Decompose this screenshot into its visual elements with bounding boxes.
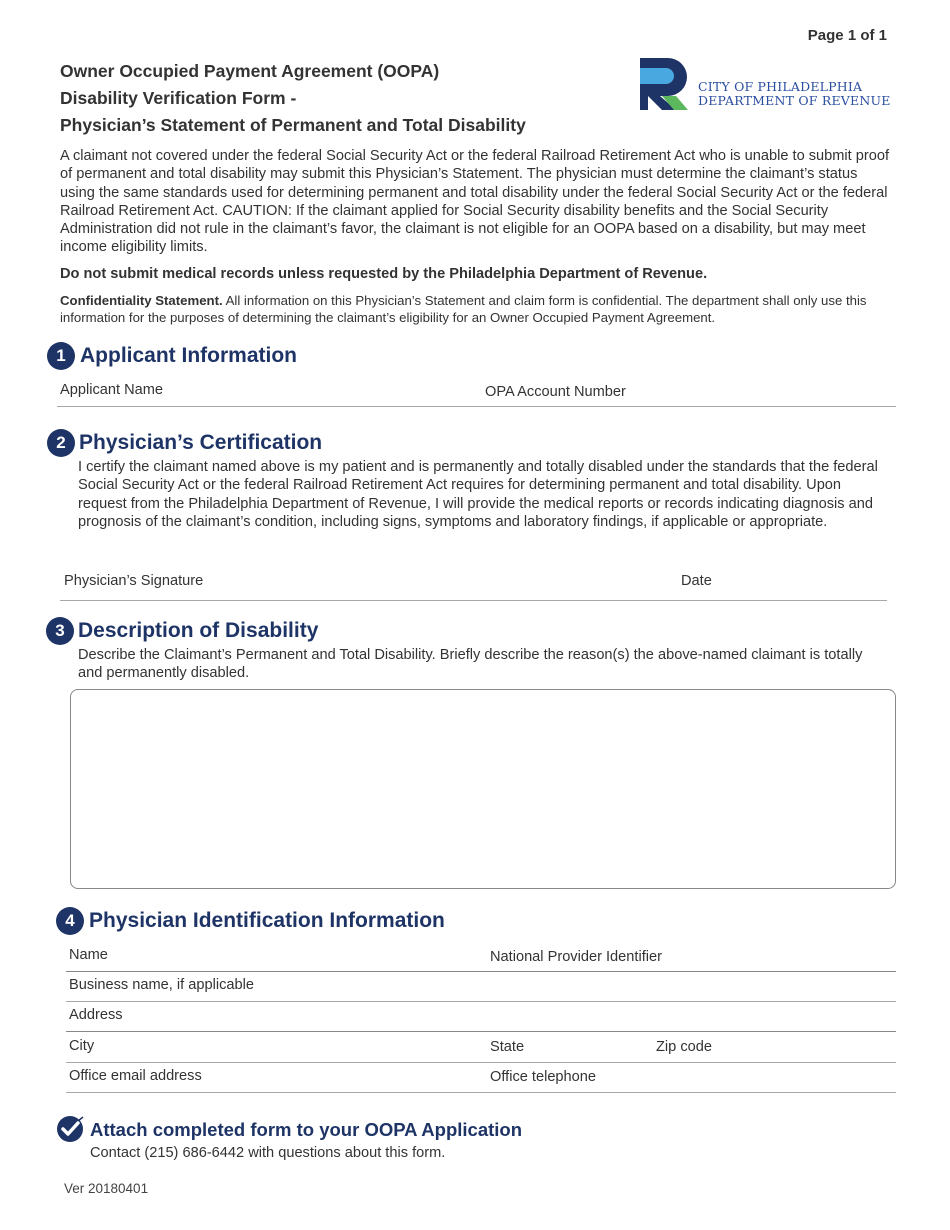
email-field-line[interactable] (66, 1092, 896, 1093)
description-section-title: Description of Disability (78, 619, 319, 642)
section-3-number: 3 (46, 617, 74, 645)
address-label: Address (69, 1007, 123, 1023)
signature-field-line[interactable] (60, 600, 887, 601)
form-title-line-1: Owner Occupied Payment Agreement (OOPA) (60, 61, 440, 81)
contact-info: Contact (215) 686-6442 with questions about this form. (90, 1145, 446, 1161)
section-4-number: 4 (56, 907, 84, 935)
state-label: State (490, 1039, 525, 1055)
physician-signature-label: Physician’s Signature (64, 573, 204, 589)
version-label: Ver 20180401 (64, 1181, 149, 1196)
opa-account-label: OPA Account Number (485, 384, 626, 400)
certification-section-title: Physician’s Certification (79, 431, 323, 454)
medical-records-warning: Do not submit medical records unless requested by the Philadelphia Department of Revenue. (60, 266, 708, 282)
city-logo (640, 58, 895, 113)
business-name-label: Business name, if applicable (69, 977, 254, 993)
confidentiality-label: Confidentiality Statement. (60, 293, 223, 308)
description-instructions: Describe the Claimant’s Permanent and Total Disability. Briefly describe the reason(s) the above-named claimant is totally and permanently disabled. (78, 647, 863, 682)
address-field-line[interactable] (66, 1031, 896, 1032)
certification-text: I certify the claimant named above is my patient and is permanently and totally disabled under the standards that the federal Social Security Act or the federal Railroad Retirement Act requires for determining permanent and total disability. Upon request from the Philadelphia Department of Revenue, I will provide the medical reports or records indicating diagnosis and prognosis of the claimant’s condition, including signs, symptoms and laboratory findings, if applicable or appropriate. (78, 459, 878, 530)
physician-id-section-title: Physician Identification Information (89, 909, 445, 932)
physician-name-label: Name (69, 947, 108, 963)
logo-line-1: CITY OF PHILADELPHIA (698, 79, 863, 94)
section-1-number: 1 (47, 342, 75, 370)
disability-description-box[interactable] (70, 689, 896, 889)
city-label: City (69, 1038, 95, 1054)
applicant-name-label: Applicant Name (60, 382, 164, 398)
city-field-line[interactable] (66, 1062, 896, 1063)
date-label: Date (681, 573, 712, 589)
name-field-line[interactable] (66, 971, 896, 972)
confidentiality-text: All information on this Physician’s Statement and claim form is confidential. The department shall only use this information for the purposes of determining the claimant’s eligibility for an Owner Occupied Payment Agreement. (60, 293, 867, 325)
intro-paragraph: A claimant not covered under the federal Social Security Act or the federal Railroad Retirement Act who is unable to submit proof of permanent and total disability may submit this Physician’s Statement. The physician must determine the claimant’s status using the same standards used for determining permanent and total disability under the federal Social Security Act or the federal Railroad Retirement Act. CAUTION: If the claimant applied for Social Security disability benefits and the Social Security Administration did not rule in the claimant’s favor, the claimant is not eligible for an OOPA based on a disability, but may meet income eligibility limits. (60, 148, 890, 256)
applicant-section-title: Applicant Information (80, 344, 297, 367)
city-r-logo-icon (640, 58, 690, 110)
logo-line-2: DEPARTMENT OF REVENUE (698, 93, 891, 108)
confidentiality-statement (60, 293, 900, 327)
email-label: Office email address (69, 1068, 202, 1084)
page-number: Page 1 of 1 (807, 27, 887, 44)
section-2-number: 2 (47, 429, 75, 457)
form-title-line-2: Disability Verification Form - (60, 88, 297, 108)
form-title-line-3: Physician’s Statement of Permanent and Total Disability (60, 115, 526, 135)
npi-label: National Provider Identifier (490, 949, 662, 965)
telephone-label: Office telephone (490, 1069, 597, 1085)
applicant-field-line[interactable] (57, 406, 896, 407)
zip-label: Zip code (656, 1039, 712, 1055)
checkmark-icon (56, 1115, 86, 1145)
attach-instruction-title: Attach completed form to your OOPA Application (90, 1119, 523, 1140)
business-field-line[interactable] (66, 1001, 896, 1002)
